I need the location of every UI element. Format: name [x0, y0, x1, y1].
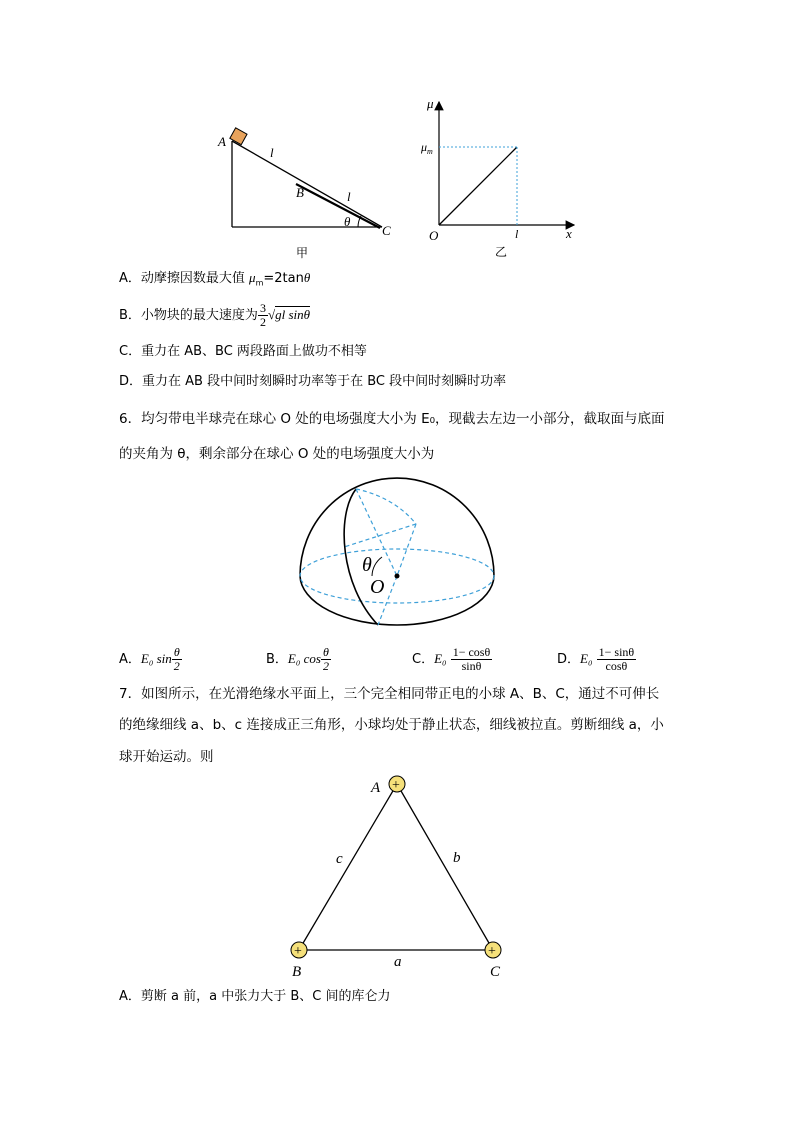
- q7-option-A: A．剪断 a 前，a 中张力大于 B、C 间的库仑力: [119, 989, 391, 1004]
- q7-stem-line3: 球开始运动。则: [119, 749, 214, 765]
- svg-text:+: +: [294, 944, 302, 959]
- ball-C: [485, 942, 501, 959]
- label-c: c: [336, 851, 343, 867]
- figure-hemisphere: [290, 475, 505, 635]
- label-B: B: [296, 185, 304, 200]
- figure-mu-x-graph: [418, 94, 588, 262]
- label-l1: l: [270, 145, 274, 160]
- q5-option-C: C．重力在 AB、BC 两段路面上做功不相等: [119, 344, 367, 359]
- svg-text:+: +: [488, 944, 496, 959]
- fraction-3-2: $\frac{3}{2}$: [259, 301, 266, 329]
- origin-O: O: [429, 228, 439, 243]
- label-A-triangle: A: [371, 780, 381, 796]
- tick-mu-m: $\mu_m$: [421, 140, 433, 156]
- q6-stem-line2: 的夹角为 θ，剩余部分在球心 O 处的电场强度大小为: [119, 446, 435, 462]
- svg-text:+: +: [392, 778, 400, 793]
- axis-x: x: [566, 226, 572, 241]
- q6-option-B: B．E₀ cos $\frac{\theta}{2}$: [266, 645, 329, 673]
- q7-stem-line2: 的绝缘细线 a、b、c 连接成正三角形，小球均处于静止状态，细线被拉直。剪断细线 a，小: [119, 717, 664, 733]
- caption-yi: 乙: [495, 245, 508, 259]
- ball-B: [291, 942, 307, 959]
- q6-option-D: D．E₀ $\frac{1- \sin\theta}{\cos\theta}$: [557, 645, 635, 673]
- label-theta: θ: [344, 214, 351, 229]
- label-C: C: [382, 223, 391, 238]
- label-b: b: [453, 850, 461, 866]
- label-B-triangle: B: [292, 964, 302, 980]
- label-C-triangle: C: [490, 964, 501, 980]
- ball-A: [389, 776, 405, 793]
- sqrt-expression: √gl sinθ: [267, 307, 311, 322]
- label-O-hemisphere: O: [370, 576, 385, 598]
- tick-l: l: [515, 227, 519, 241]
- q6-stem-line1: 6．均匀带电半球壳在球心 O 处的电场强度大小为 E₀，现截去左边一小部分，截取面与底面: [119, 411, 665, 427]
- figure-incline: [210, 125, 400, 260]
- q7-stem-line1: 7．如图所示，在光滑绝缘水平面上，三个完全相同带正电的小球 A、B、C，通过不可伸长: [119, 686, 660, 702]
- q5-option-B: B．小物块的最大速度为 $\frac{3}{2}$ √gl sinθ: [119, 301, 311, 329]
- q6-option-C: C．E₀ $\frac{1- \cos\theta}{\sin\theta}$: [412, 645, 491, 673]
- label-a: a: [394, 954, 402, 970]
- q5-option-D: D．重力在 AB 段中间时刻瞬时功率等于在 BC 段中间时刻瞬时功率: [119, 374, 507, 389]
- axis-mu: μ: [427, 96, 434, 111]
- label-l2: l: [347, 189, 351, 204]
- q5-option-A: A．动摩擦因数最大值 $\mu_m=2\tan\theta$: [119, 270, 311, 288]
- caption-jia: 甲: [296, 246, 309, 260]
- q6-option-A: A．E₀ sin $\frac{\theta}{2}$: [119, 645, 180, 673]
- label-A: A: [218, 134, 226, 149]
- figure-triangle-charges: [280, 772, 520, 984]
- label-theta-hemisphere: θ: [362, 554, 372, 576]
